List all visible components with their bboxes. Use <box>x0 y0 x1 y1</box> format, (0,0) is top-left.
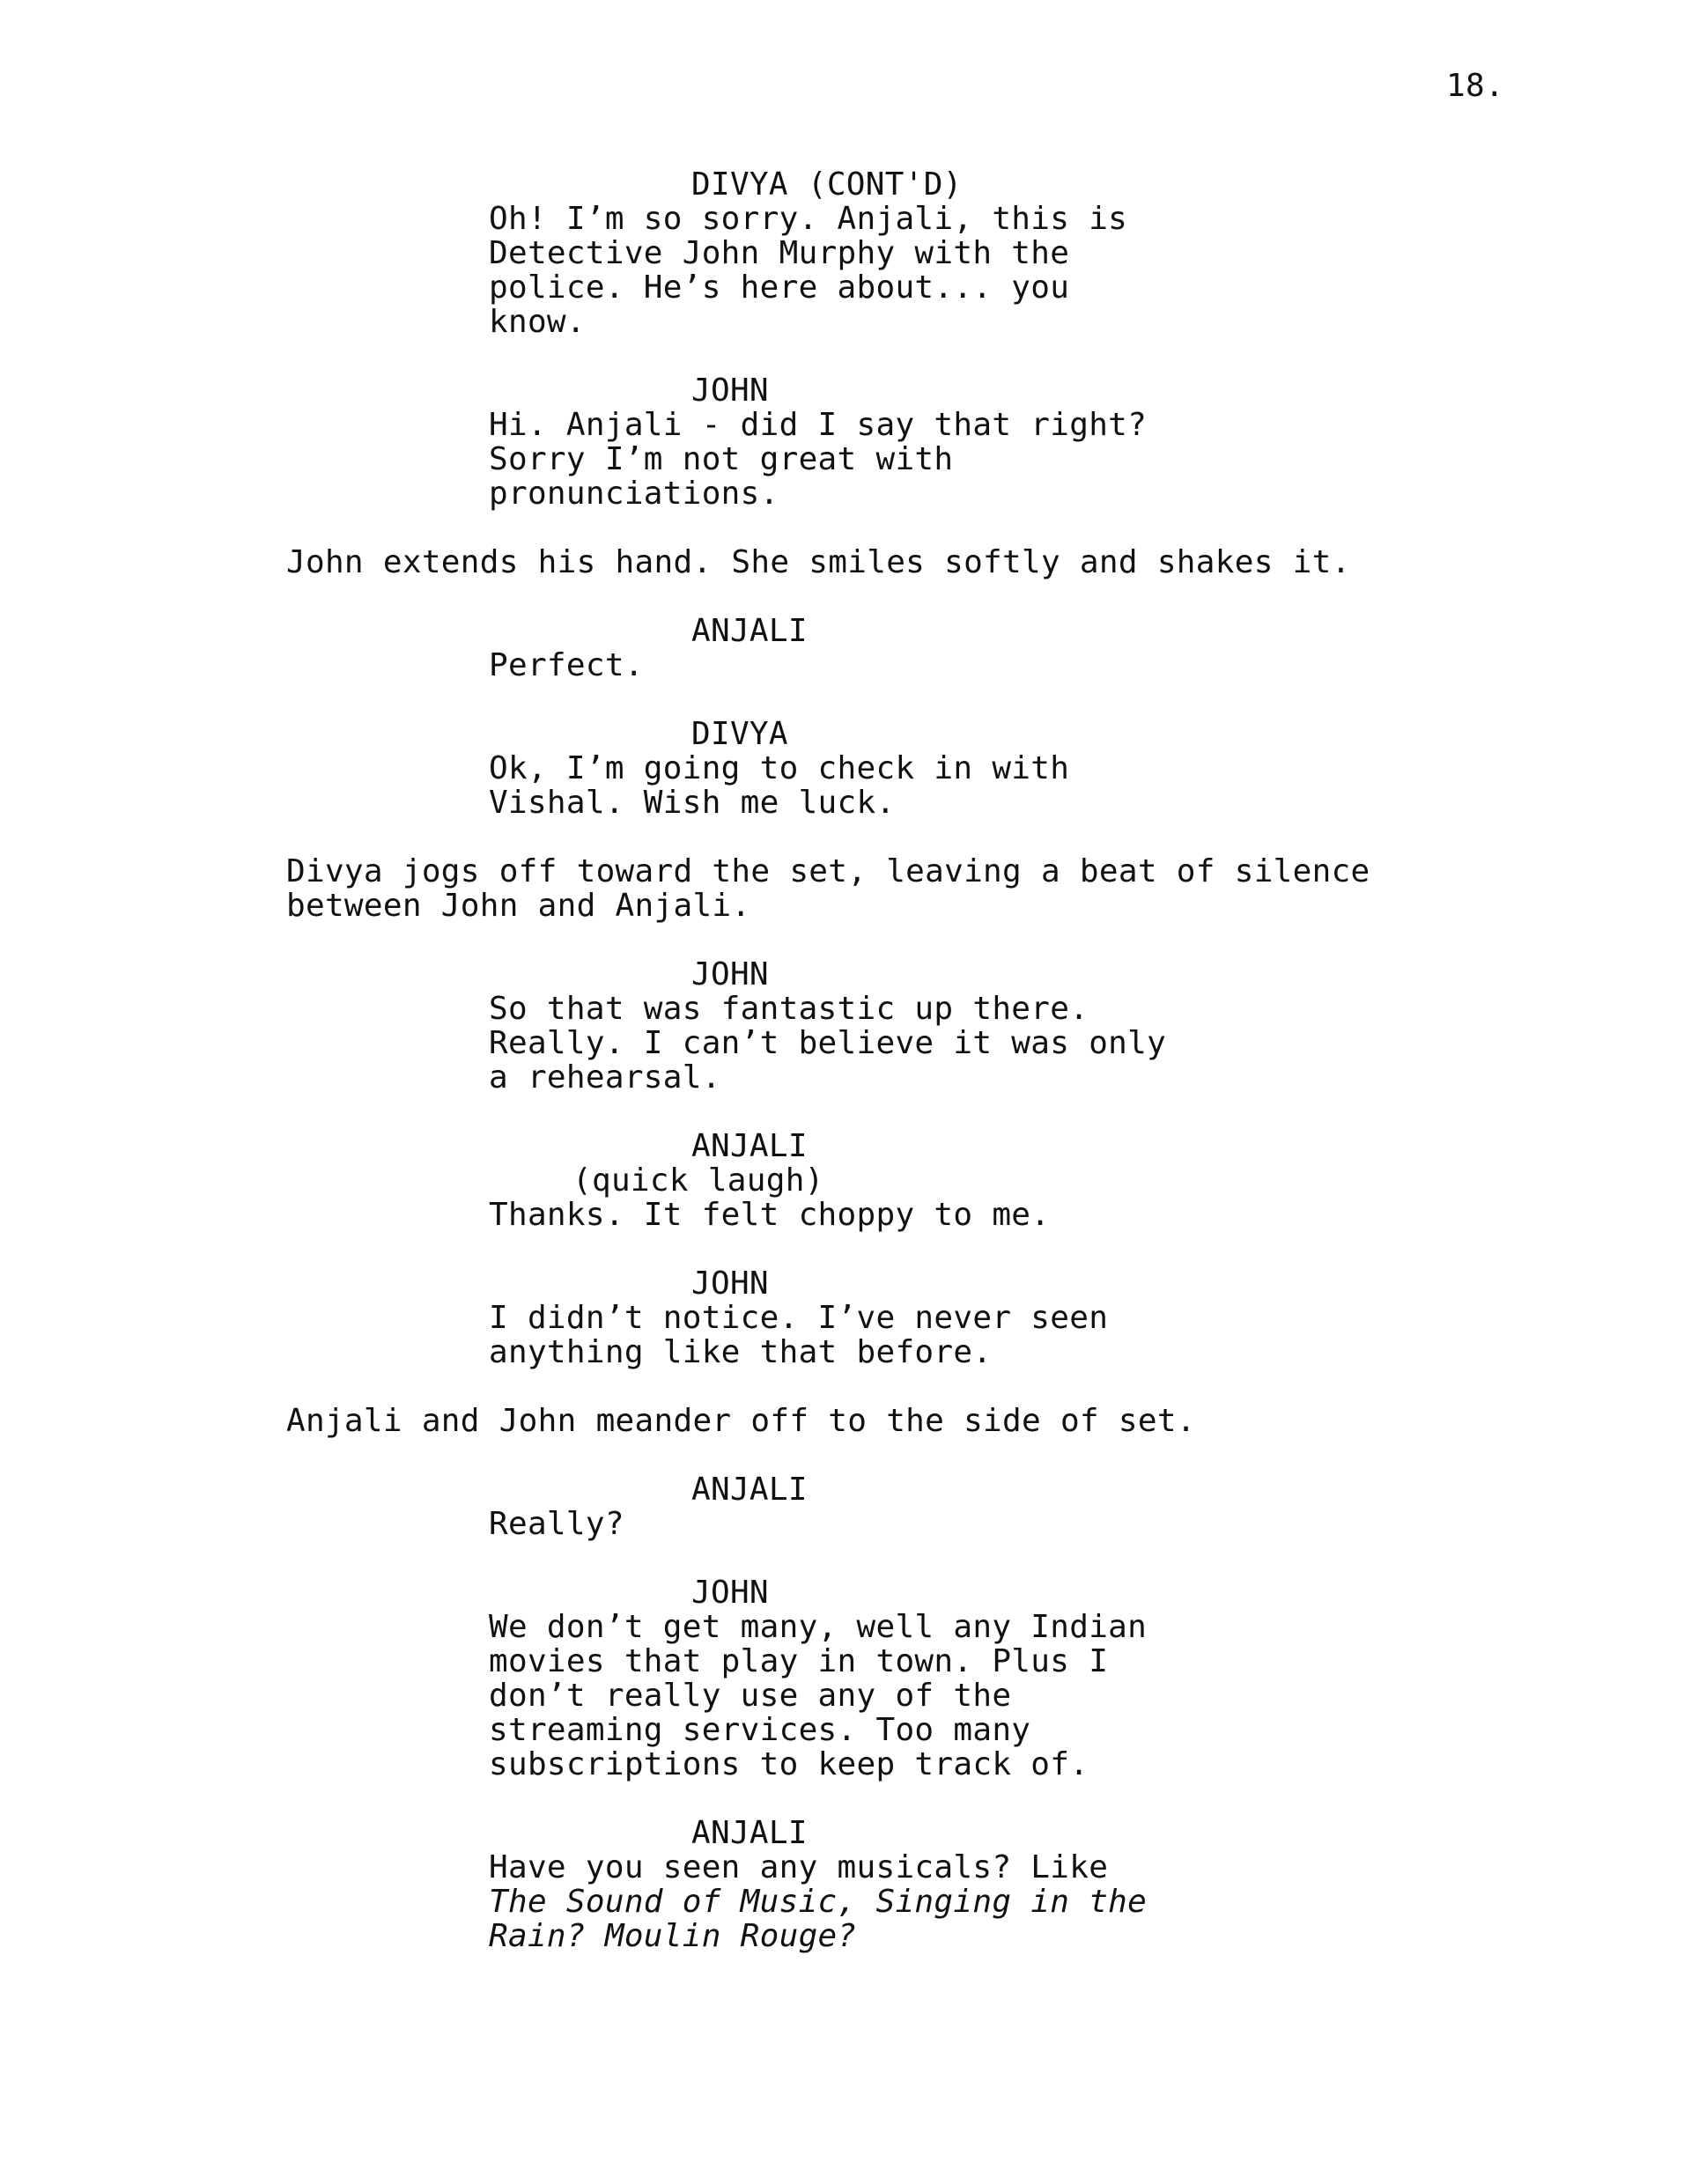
page-number: 18. <box>1446 68 1504 104</box>
dialogue-line: know. <box>489 304 586 340</box>
character-name: ANJALI <box>691 613 808 649</box>
dialogue-line: We don’t get many, well any Indian <box>489 1609 1148 1645</box>
dialogue-line-italic: Rain? Moulin Rouge? <box>489 1918 857 1954</box>
dialogue-line-italic: The Sound of Music, Singing in the <box>489 1884 1148 1920</box>
action-line: Divya jogs off toward the set, leaving a beat of silence <box>286 853 1370 889</box>
action-line: between John and Anjali. <box>286 888 751 924</box>
dialogue-line: Hi. Anjali - did I say that right? <box>489 407 1148 443</box>
dialogue-line: Oh! I’m so sorry. Anjali, this is <box>489 201 1128 237</box>
dialogue-line: subscriptions to keep track of. <box>489 1746 1089 1782</box>
dialogue-line: pronunciations. <box>489 476 779 512</box>
dialogue-line: a rehearsal. <box>489 1059 721 1096</box>
dialogue-line: Thanks. It felt choppy to me. <box>489 1197 1051 1233</box>
dialogue-line: Really? <box>489 1506 624 1542</box>
action-line: John extends his hand. She smiles softly and shakes it. <box>286 544 1351 580</box>
dialogue-line: Detective John Murphy with the <box>489 235 1070 271</box>
dialogue-line: streaming services. Too many <box>489 1712 1031 1748</box>
action-line: Anjali and John meander off to the side of set. <box>286 1403 1196 1439</box>
dialogue-line: So that was fantastic up there. <box>489 991 1089 1027</box>
dialogue-line: Sorry I’m not great with <box>489 441 954 477</box>
dialogue-line: movies that play in town. Plus I <box>489 1643 1109 1679</box>
character-cue <box>691 167 963 203</box>
character-name: ANJALI <box>691 1472 808 1508</box>
character-name: ANJALI <box>691 1815 808 1851</box>
dialogue-line: don’t really use any of the <box>489 1678 1012 1714</box>
dialogue-line: police. He’s here about... you <box>489 269 1070 306</box>
character-name: JOHN <box>691 1265 769 1302</box>
character-extension: (CONT'D) <box>807 166 963 203</box>
dialogue-line: I didn’t notice. I’ve never seen <box>489 1300 1109 1336</box>
character-name: DIVYA <box>691 166 788 203</box>
dialogue-line: Really. I can’t believe it was only <box>489 1025 1167 1061</box>
character-name: JOHN <box>691 1575 769 1611</box>
character-name: ANJALI <box>691 1128 808 1164</box>
dialogue-line: anything like that before. <box>489 1334 993 1370</box>
parenthetical: (quick laugh) <box>572 1162 824 1199</box>
character-name: DIVYA <box>691 716 788 752</box>
dialogue-line: Perfect. <box>489 647 644 683</box>
character-name: JOHN <box>691 373 769 409</box>
dialogue-line: Ok, I’m going to check in with <box>489 750 1070 786</box>
dialogue-line: Have you seen any musicals? Like <box>489 1849 1109 1885</box>
dialogue-line: Vishal. Wish me luck. <box>489 785 896 821</box>
character-name: JOHN <box>691 956 769 992</box>
